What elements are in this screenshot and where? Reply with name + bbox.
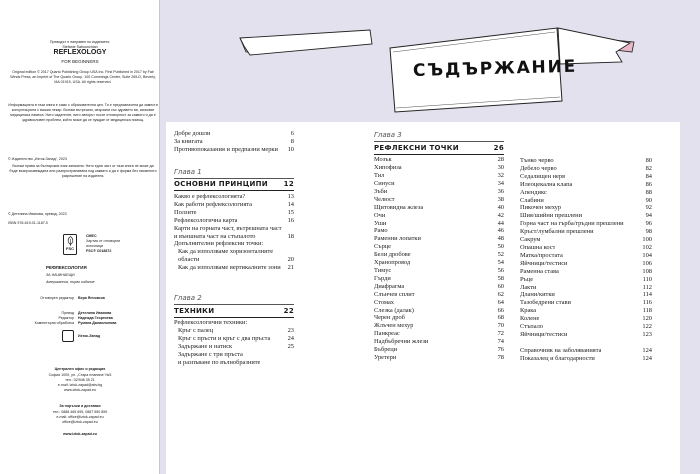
toc-entry-label: Синуси: [374, 180, 395, 188]
fsc-code: FSC® C018872: [86, 249, 112, 253]
toc-column-2: [374, 131, 504, 362]
toc-entry-label: Надбъбречни жлези: [374, 338, 429, 346]
spacer: [174, 272, 294, 294]
toc-entry: [374, 275, 504, 283]
toc-entry-page: 124: [642, 354, 652, 362]
toc-entry-page: [282, 240, 294, 248]
toc-entry: [374, 346, 504, 354]
toc-column-1: [174, 130, 294, 367]
toc-entry-page: 44: [497, 219, 504, 227]
credit-translator: Превод Детелина Иванова: [61, 311, 112, 315]
toc-entry: [520, 220, 652, 228]
toc-entry-label: Какво е рефлексологията?: [174, 193, 246, 201]
toc-entry-page: 56: [497, 266, 504, 274]
toc-entry: [520, 260, 652, 268]
toc-entry-label: За книгата: [174, 137, 203, 145]
chapter-label: Глава 1: [174, 167, 202, 176]
toc-entry-label: Зъби: [374, 187, 388, 195]
isbn: ISBN 978-619-01-1187-0: [8, 221, 48, 225]
office-line-3: e-mail: iztok-zapad@abv.bg: [57, 383, 103, 387]
toc-entry-page: 28: [497, 156, 504, 164]
toc-entry-label: Пикочен мехур: [520, 204, 562, 212]
toc-entry-label: Черен дроб: [374, 314, 405, 322]
toc-entry-label: Бъбреци: [374, 346, 398, 354]
toc-entry: [174, 240, 294, 248]
original-edition-note: Original edition © 2017 Quarto Publishing Group USA Inc. First Published in 2017 by Fair Winds Press, an imprint of The Quarto Group, 100 Cummings Center, Suite 265-D, Beverly, MA 01915, USA. All rights reserved.: [10, 70, 156, 84]
toc-entry: [520, 347, 652, 355]
toc-entry-label: Опашна кост: [520, 243, 556, 251]
toc-entry: [174, 327, 294, 335]
toc-entry-page: 96: [645, 220, 652, 228]
toc-entry-label: Как работи рефлексологията: [174, 200, 253, 208]
orders-title: За поръчки и доставки: [59, 404, 101, 408]
publisher-name: Изток-Запад: [78, 334, 100, 338]
toc-entry-page: [282, 351, 294, 359]
toc-entry-page: 13: [287, 193, 294, 201]
toc-entry-label: Рефлексологична карта: [174, 216, 238, 224]
toc-entry-page: 30: [497, 164, 504, 172]
toc-entry-label: Добре дошли: [174, 130, 211, 137]
toc-entry-page: 86: [645, 180, 652, 188]
orders-line-2: e-mail: office@iztok-zapad.eu: [56, 415, 104, 419]
toc-entry-page: 124: [642, 346, 652, 354]
chapter-label: Глава 3: [374, 131, 402, 139]
toc-entry-page: 68: [497, 314, 504, 322]
toc-entry-page: 60: [497, 282, 504, 290]
toc-entry: [174, 209, 294, 217]
toc-entry-page: 10: [287, 145, 294, 153]
toc-entry: [174, 225, 294, 233]
toc-entry-page: 8: [290, 137, 294, 145]
toc-entry-page: 108: [642, 267, 652, 275]
toc-entry-label: Уретери: [374, 353, 397, 361]
original-book-title: REFLEXOLOGY: [53, 49, 107, 56]
toc-entry: [174, 335, 294, 343]
toc-entry-page: 118: [642, 307, 652, 315]
toc-entry-page: [282, 359, 294, 367]
toc-entry-label: Кръг с пръсти и кръг с два пръста: [178, 335, 271, 343]
toc-entry: [520, 291, 652, 299]
toc-entry: [520, 331, 652, 339]
toc-entry-page: 36: [497, 187, 504, 195]
toc-entry-page: 26: [493, 143, 504, 152]
toc-entry-page: 78: [497, 353, 504, 361]
toc-entry: [520, 204, 652, 212]
toc-entry: [520, 236, 652, 244]
toc-entry: [374, 330, 504, 338]
toc-entry-label: Сакрум: [520, 236, 541, 244]
toc-entry-page: 64: [497, 298, 504, 306]
toc-entry-page: 84: [645, 172, 652, 180]
toc-entry: [374, 314, 504, 322]
toc-entry-page: 16: [287, 216, 294, 224]
toc-entry: [374, 172, 504, 180]
toc-entry-page: 120: [642, 315, 652, 323]
toc-entry: [374, 322, 504, 330]
toc-entry-page: 22: [283, 306, 294, 315]
toc-entry-page: 80: [645, 157, 652, 164]
imprint-header-1: Преводът е направен по изданието:: [49, 40, 111, 44]
toc-entry-page: 102: [642, 243, 652, 251]
toc-entry: [174, 319, 294, 327]
toc-entry: [374, 204, 504, 212]
toc-entry-page: 123: [642, 330, 652, 338]
toc-entry-page: 46: [497, 227, 504, 235]
fsc-line-2: източници: [86, 244, 104, 248]
toc-entry-page: 18: [287, 232, 294, 240]
toc-entry: [374, 299, 504, 307]
credit-editor: Отговорен редактор Вера Янчовска: [40, 296, 105, 300]
toc-entry-label: Челюст: [374, 195, 395, 203]
edition-line: Американска, първо издание: [46, 280, 95, 284]
chapter-title: [174, 307, 294, 316]
publisher-copyright: © Издателство „Изток-Запад“, 2023: [8, 157, 67, 161]
toc-entry: [174, 146, 294, 154]
toc-entry: [520, 165, 652, 173]
toc-entry: [174, 138, 294, 146]
toc-entry-label: Стомах: [374, 298, 394, 306]
toc-entry-label: Показалец и благодарности: [520, 354, 595, 362]
toc-entry-page: 112: [642, 283, 652, 291]
toc-entry: [520, 173, 652, 181]
toc-entry-label: Задържане с три пръста: [178, 351, 243, 358]
toc-entry: [174, 201, 294, 209]
website: www.iztok-zapad.eu: [62, 432, 97, 436]
toc-entry: [374, 227, 504, 235]
toc-entry-label: Матка/простата: [520, 251, 563, 259]
toc-entry-label: Хипофиза: [374, 164, 402, 172]
toc-entry-label: Раменна става: [520, 267, 559, 275]
contents-page: [160, 0, 700, 474]
toc-entry-label: Седалищен нерв: [520, 172, 566, 180]
toc-entry-page: 82: [645, 164, 652, 172]
toc-entry-label: Лакти: [520, 283, 537, 291]
toc-entry: [520, 268, 652, 276]
toc-entry-label: Тазобедрени стави: [520, 299, 571, 307]
toc-entry-label: Стъпало: [520, 323, 543, 331]
toc-entry: [520, 212, 652, 220]
toc-entry-label: Шия/шийни прешлени: [520, 212, 583, 220]
series-subtitle: ЗА НАЧИНАЕЩИ: [46, 273, 75, 277]
toc-entry-label: Крака: [520, 307, 537, 315]
spacer: [174, 154, 294, 168]
toc-entry-label: Очи: [374, 211, 386, 219]
toc-entry-label: РЕФЛЕКСНИ ТОЧКИ: [374, 143, 459, 152]
toc-entry: [174, 264, 294, 272]
toc-entry-page: 15: [287, 208, 294, 216]
toc-entry: [520, 181, 652, 189]
publisher-logo-icon: [62, 330, 74, 342]
toc-entry-label: Диафрагма: [374, 282, 405, 290]
toc-entry: [374, 188, 504, 196]
toc-entry-label: Как да използваме хоризонталните: [178, 248, 274, 256]
toc-entry: [174, 248, 294, 256]
toc-entry-label: Раменни лопатки: [374, 235, 421, 243]
toc-entry-label: Тимус: [374, 266, 392, 274]
toc-entry-label: Карти на горната част, вътрешната част: [174, 224, 282, 232]
toc-entry-label: ТЕХНИКИ: [174, 306, 215, 315]
toc-entry: [520, 299, 652, 307]
chapter-title: [174, 180, 294, 189]
toc-entry: [374, 338, 504, 346]
toc-entry: [520, 276, 652, 284]
toc-entry-page: 58: [497, 274, 504, 282]
toc-entry-label: и външната част на стъпалото: [174, 232, 256, 240]
toc-entry: [520, 323, 652, 331]
toc-entry-label: Сърце: [374, 243, 392, 251]
toc-entry: [174, 351, 294, 359]
toc-entry-page: 74: [497, 338, 504, 346]
toc-entry-page: 42: [497, 211, 504, 219]
toc-entry-label: и разпъване по вълнобразните: [178, 358, 261, 366]
toc-entry-page: 54: [497, 259, 504, 267]
toc-entry: [374, 283, 504, 291]
translator-copyright: © Детелина Иванова, превод, 2023: [8, 212, 67, 216]
toc-entry-page: 21: [287, 264, 294, 272]
toc-entry: [520, 252, 652, 260]
toc-entry-label: Слънчев сплит: [374, 290, 415, 298]
toc-entry-page: 32: [497, 172, 504, 180]
toc-entry-label: Яйчници/тестиси: [520, 330, 568, 338]
toc-entry-label: области: [178, 256, 200, 264]
toc-entry: [520, 355, 652, 363]
toc-entry-page: 50: [497, 243, 504, 251]
toc-entry-page: 100: [642, 236, 652, 244]
toc-entry-page: 38: [497, 195, 504, 203]
toc-entry-label: Ръце: [520, 275, 534, 283]
toc-entry: [374, 243, 504, 251]
toc-entry-page: 122: [642, 323, 652, 331]
toc-entry-page: 106: [642, 259, 652, 267]
toc-entry-page: 70: [497, 322, 504, 330]
toc-entry-page: 90: [645, 196, 652, 204]
toc-entry-label: Колене: [520, 315, 540, 323]
toc-entry-label: Кръг с палец: [178, 327, 214, 335]
toc-entry: [520, 284, 652, 292]
toc-entry-page: 116: [642, 299, 652, 307]
toc-entry-page: 25: [287, 343, 294, 351]
toc-entry-page: 110: [642, 275, 652, 283]
toc-entry-label: Тил: [374, 172, 385, 180]
toc-entry: [520, 228, 652, 236]
toc-entry-label: Илеоцекална клапа: [520, 180, 573, 188]
toc-entry-page: [282, 225, 294, 233]
toc-entry-page: 23: [287, 327, 294, 335]
toc-entry-page: 14: [287, 200, 294, 208]
disclaimer: Информацията в тази книга е само с образователна цел. Тя е предназначена да замести консултацията с вашия лекар. Всички вътрешни, свързани със здравето ви, изискват медицинска намеса. Нито издателят, нито авторът носят отговорност за каквото и да е здравословен проблем, който може да се нуждае от медицинска помощ.: [8, 103, 158, 122]
credit-redactor: Редактор Надежда Георгиева: [58, 316, 113, 320]
toc-entry: [374, 251, 504, 259]
toc-entry: [374, 354, 504, 362]
imprint-page: [0, 0, 160, 474]
original-book-subtitle: FOR BEGINNERS: [61, 59, 99, 64]
toc-entry: [374, 180, 504, 188]
toc-entry-page: 12: [283, 180, 294, 189]
toc-entry: [520, 307, 652, 315]
chapter-title: [374, 144, 504, 153]
fsc-text: FSC: [66, 246, 74, 251]
toc-entry-page: 48: [497, 235, 504, 243]
toc-entry-page: 40: [497, 203, 504, 211]
toc-entry-label: Бели дробове: [374, 251, 411, 259]
credit-layout: Компютърна обработка Румяна Даниилолова: [34, 321, 117, 325]
office-line-1: София 1000, ул. „Стара планина“ №5: [48, 373, 112, 377]
rights-notice: Всички права за българския език запазени. Нито една част от тази книга не може да бъде възпроизвеждана или разпространявана под каквато и да е форма без писменото разрешение на издателя.: [9, 164, 157, 178]
toc-entry: [174, 233, 294, 241]
chapter-rule: [174, 178, 294, 179]
toc-entry: [374, 307, 504, 315]
toc-entry: [174, 193, 294, 201]
toc-entry: [520, 244, 652, 252]
toc-entry-page: [282, 319, 294, 327]
toc-entry-page: 92: [645, 204, 652, 212]
toc-entry: [374, 164, 504, 172]
toc-entry-page: 34: [497, 180, 504, 188]
toc-entry-label: Горна част на гърба/гръдни прешлени: [520, 220, 624, 228]
toc-entry-label: Апендикс: [520, 188, 547, 196]
toc-entry-page: 72: [497, 330, 504, 338]
toc-entry: [174, 343, 294, 351]
toc-entry-label: Слабини: [520, 196, 544, 204]
toc-entry-label: Задържане и натиск: [178, 343, 233, 351]
toc-entry: [174, 130, 294, 138]
toc-entry-label: Кръст/лумбални прешлени: [520, 228, 594, 236]
toc-entry-label: Рамо: [374, 227, 388, 235]
chapter-rule: [174, 304, 294, 305]
toc-entry-page: 88: [645, 188, 652, 196]
toc-entry-label: ОСНОВНИ ПРИНЦИПИ: [174, 180, 268, 189]
toc-entry: [374, 267, 504, 275]
toc-column-3: [520, 157, 652, 363]
office-title: Централен офис и редакция: [54, 367, 106, 371]
chapter-rule: [374, 154, 504, 155]
toc-entry-label: Гърди: [374, 274, 391, 282]
toc-entry-label: Яйчници/тестиси: [520, 259, 568, 267]
toc-entry-page: 98: [645, 228, 652, 236]
office-line-4: www.iztok-zapad.eu: [64, 388, 96, 392]
toc-entry-page: [282, 248, 294, 256]
toc-entry: [520, 197, 652, 205]
toc-entry-page: 24: [287, 335, 294, 343]
chapter-rule: [374, 141, 504, 142]
toc-entry: [520, 189, 652, 197]
toc-entry: [520, 315, 652, 323]
toc-entry-page: 76: [497, 346, 504, 354]
fsc-line-1: Хартия от отговорни: [86, 239, 121, 243]
toc-entry-page: 104: [642, 251, 652, 259]
toc-entry-label: Допълнителни рефлексни точки:: [174, 240, 264, 248]
series-title: РЕФЛЕКСОЛОГИЯ: [46, 265, 87, 270]
toc-entry-label: Щитовидна жлеза: [374, 203, 424, 211]
toc-entry: [374, 259, 504, 267]
toc-entry: [374, 291, 504, 299]
toc-entry-label: Мозък: [374, 156, 392, 164]
chapter-label: Глава 2: [174, 294, 202, 303]
spacer: [520, 339, 652, 347]
toc-entry-label: Противопоказания и предпазни мерки: [174, 145, 278, 153]
toc-entry-page: 94: [645, 212, 652, 220]
toc-entry: [374, 220, 504, 228]
toc-entry-page: 6: [290, 130, 294, 137]
chapter-rule: [174, 190, 294, 191]
orders-line-3: office@iztok-zapad.eu: [62, 420, 98, 424]
toc-entry-label: Хранопровод: [374, 259, 411, 267]
toc-entry-label: Ползите: [174, 208, 197, 216]
office-line-2: тел.: 02/946 35 21: [65, 378, 95, 382]
toc-entry-page: 20: [287, 256, 294, 264]
orders-line-1: тел.: 0888 465 695, 0887 550 859: [52, 410, 108, 414]
page-title: СЪДЪРЖАНИЕ: [412, 56, 578, 81]
toc-entry-page: 62: [497, 290, 504, 298]
toc-entry-label: Дебело черво: [520, 164, 557, 172]
toc-entry-label: Длани/китки: [520, 291, 555, 299]
toc-entry: [374, 196, 504, 204]
toc-entry-label: Жлъчен мехур: [374, 322, 414, 330]
imprint-header-2: Stefanie Sabounchian: [62, 45, 98, 49]
toc-entry-label: Справочник на заболяванията: [520, 346, 602, 354]
toc-entry: [174, 256, 294, 264]
toc-entry: [374, 235, 504, 243]
toc-entry: [374, 156, 504, 164]
toc-entry-page: 66: [497, 306, 504, 314]
toc-entry-page: 52: [497, 251, 504, 259]
toc-entry: [520, 157, 652, 165]
toc-entry: [374, 212, 504, 220]
chapter-rule: [174, 317, 294, 318]
toc-entry: [174, 359, 294, 367]
toc-entry: [174, 217, 294, 225]
fsc-mixed: СМЕС: [86, 234, 97, 238]
toc-entry-label: Как да използваме вертикалните зони: [178, 264, 281, 272]
toc-entry-page: 114: [642, 291, 652, 299]
toc-entry-label: Слезка (далак): [374, 306, 414, 314]
toc-entry-label: Уши: [374, 219, 387, 227]
toc-entry-label: Тънко черво: [520, 157, 554, 164]
toc-entry-label: Панкреас: [374, 330, 400, 338]
toc-entry-label: Рефлексологични техники:: [174, 319, 248, 327]
